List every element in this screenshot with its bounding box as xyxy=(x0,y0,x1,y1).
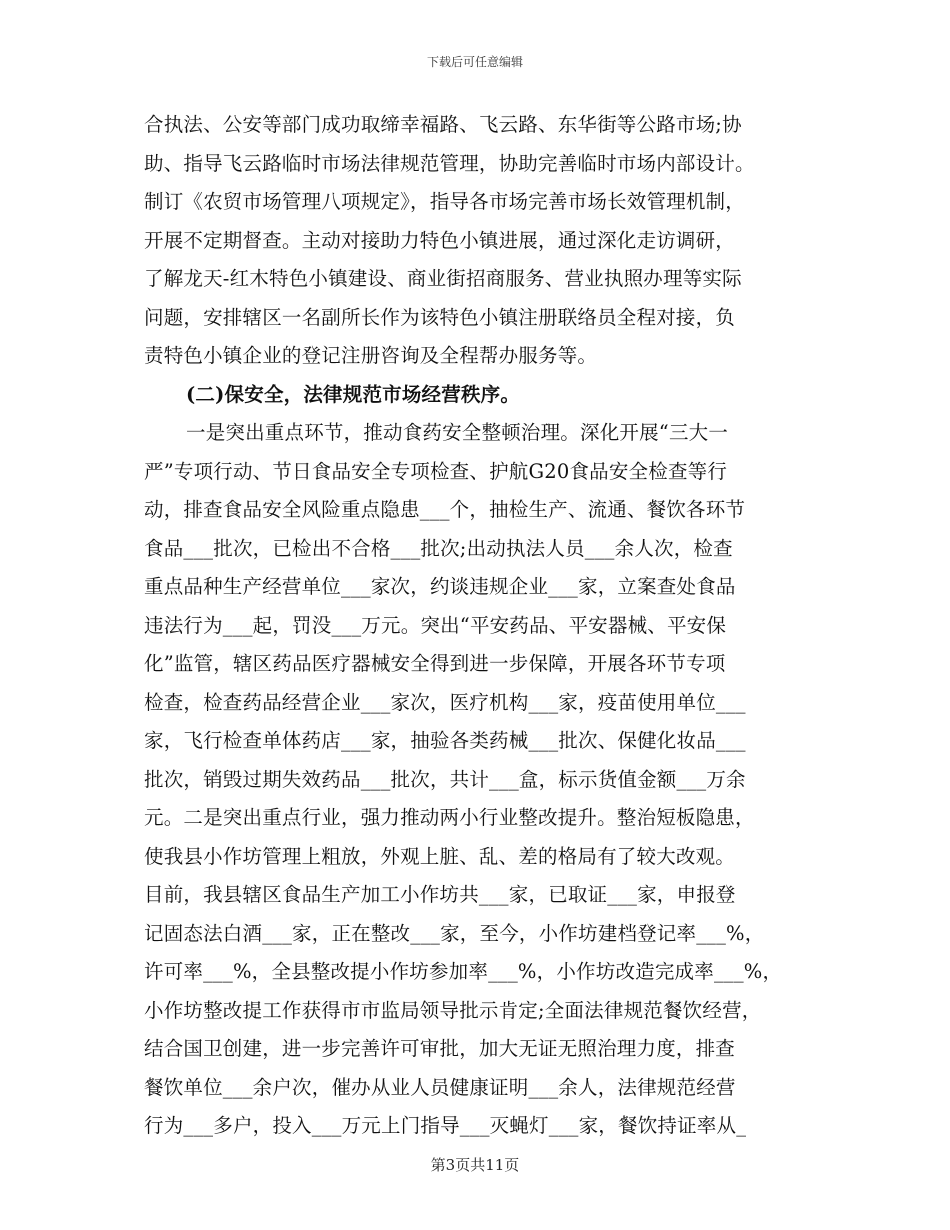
body-line-23: 许可率___%，全县整改提小作坊参加率___%，小作坊改造完成率___%， xyxy=(144,960,783,983)
page-number-footer: 第3页共11页 xyxy=(430,1156,520,1174)
paragraph-first-line: 一是突出重点环节，推动食药安全整顿治理。深化开展“三大一 xyxy=(186,421,729,444)
body-line-15: 化”监管，辖区药品医疗器械安全得到进一步保障，开展各环节专项 xyxy=(144,652,726,675)
body-line-25: 结合国卫创建，进一步完善许可审批，加大无证无照治理力度，排查 xyxy=(144,1037,736,1060)
body-line-27: 行为___多户，投入___万元上门指导___灭蝇灯___家，餐饮持证率从_ xyxy=(144,1114,747,1137)
section-heading: (二)保安全，法律规范市场经营秩序。 xyxy=(186,382,521,406)
body-line-11: 动，排查食品安全风险重点隐患___个，抽检生产、流通、餐饮各环节 xyxy=(144,498,746,521)
body-line-4: 开展不定期督查。主动对接助力特色小镇进展，通过深化走访调研， xyxy=(144,228,736,252)
body-line-12: 食品___批次，已检出不合格___批次;出动执法人员___余人次，检查 xyxy=(144,536,733,560)
body-line-14: 违法行为___起，罚没___万元。突出“平安药品、平安器械、平安保 xyxy=(144,613,727,637)
body-line-16: 检查，检查药品经营企业___家次，医疗机构___家，疫苗使用单位___ xyxy=(144,690,746,714)
body-line-19: 元。二是突出重点行业，强力推动两小行业整改提升。整治短板隐患， xyxy=(144,806,755,829)
body-line-13: 重点品种生产经营单位___家次，约谈违规企业___家，立案查处食品 xyxy=(144,575,736,598)
body-line-26: 餐饮单位___余户次，催办从业人员健康证明___余人，法律规范经营 xyxy=(144,1075,736,1099)
body-line-21: 目前，我县辖区食品生产加工小作坊共___家，已取证___家，申报登 xyxy=(144,883,736,906)
body-line-18: 批次，销毁过期失效药品___批次，共计___盒，标示货值金额___万余 xyxy=(144,767,746,791)
body-line-2: 助、指导飞云路临时市场法律规范管理，协助完善临时市场内部设计。 xyxy=(144,151,755,175)
body-line-10: 严”专项行动、节日食品安全专项检查、护航G20食品安全检查等行 xyxy=(144,459,728,483)
body-line-1: 合执法、公安等部门成功取缔幸福路、飞云路、东华街等公路市场;协 xyxy=(144,113,742,136)
page-header: 下载后可任意编辑 xyxy=(426,55,523,69)
body-line-24: 小作坊整改提工作获得市市监局领导批示肯定;全面法律规范餐饮经营， xyxy=(144,998,762,1022)
body-line-7: 责特色小镇企业的登记注册咨询及全程帮办服务等。 xyxy=(144,344,598,367)
body-line-6: 问题，安排辖区一名副所长作为该特色小镇注册联络员全程对接，负 xyxy=(144,305,736,329)
body-line-17: 家，飞行检查单体药店___家，抽验各类药械___批次、保健化妆品___ xyxy=(144,729,746,752)
body-line-22: 记固态法白酒___家，正在整改___家，至今，小作坊建档登记率___%， xyxy=(144,921,765,945)
body-line-5: 了解龙天-红木特色小镇建设、商业街招商服务、营业执照办理等实际 xyxy=(144,267,742,290)
body-line-20: 使我县小作坊管理上粗放，外观上脏、乱、差的格局有了较大改观。 xyxy=(144,844,736,868)
document-body xyxy=(144,106,824,1146)
body-line-3: 制订《农贸市场管理八项规定》，指导各市场完善市场长效管理机制， xyxy=(144,190,745,213)
